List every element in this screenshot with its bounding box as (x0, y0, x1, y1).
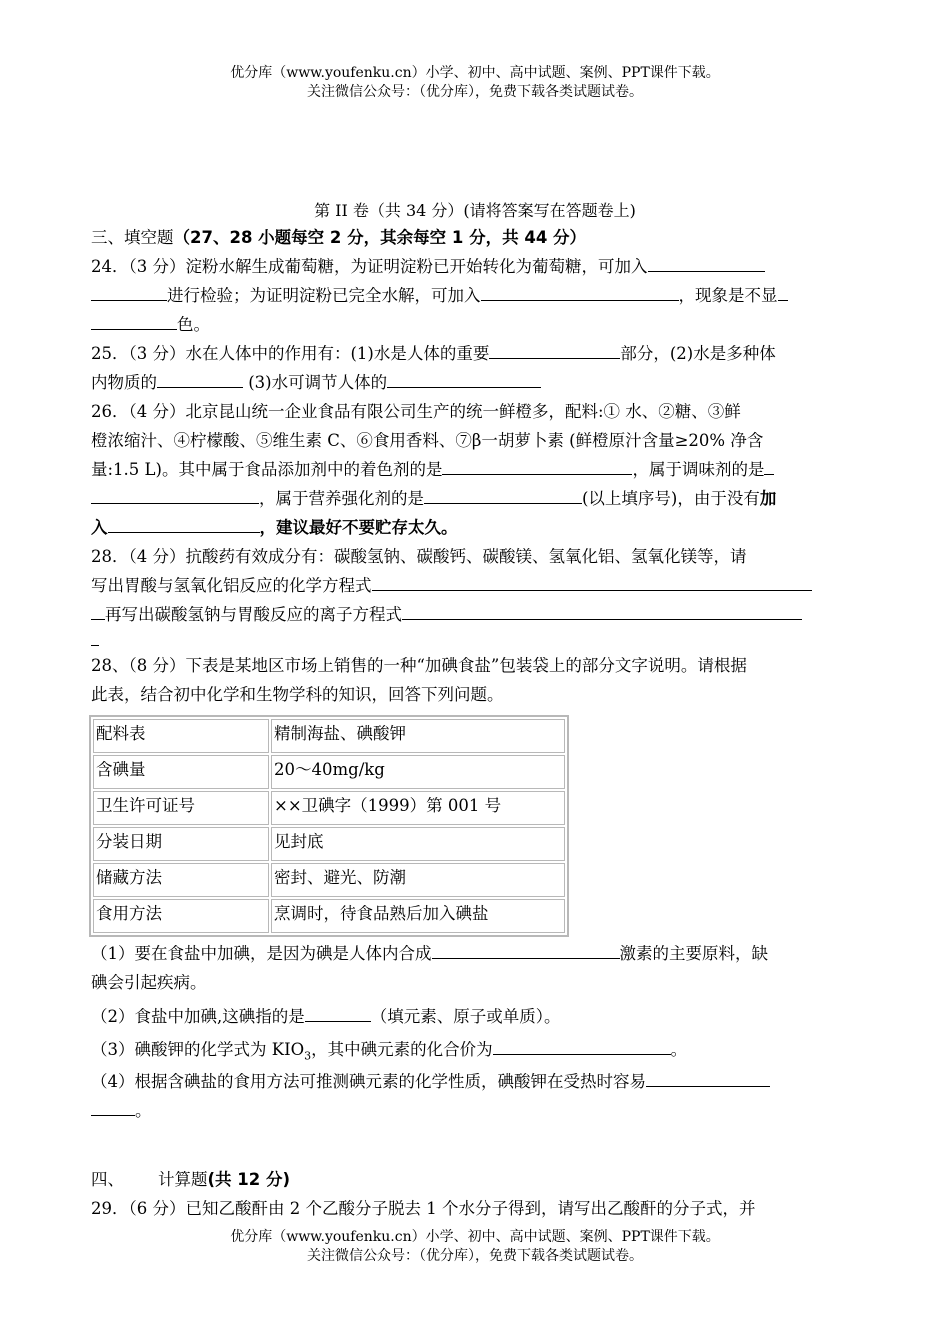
section4-title: 计算题 (158, 1170, 208, 1189)
q26-blank-3[interactable] (424, 485, 582, 504)
q26-text-4c: 加 (759, 489, 777, 508)
q24-blank-3-cont[interactable] (91, 311, 177, 330)
q28b-blank-4-cont[interactable] (91, 1097, 135, 1116)
table-row (93, 827, 565, 861)
q28b-sub3-text-b: ，其中碘元素的化合价为 (311, 1040, 493, 1059)
q26-text-3a: 量:1.5 L)。其中属于食品添加剂中的着色剂的是 (91, 460, 443, 479)
section4-heading (91, 1166, 861, 1194)
q25-text-1b: 部分，(2)水是多种体 (620, 344, 776, 363)
table-value: 密封、避光、防潮 (271, 863, 565, 897)
q28a-text-2: 写出胃酸与氢氧化铝反应的化学方程式 (91, 576, 372, 595)
q28b-sub4-text-b: 。 (135, 1101, 152, 1120)
q26-line-5 (91, 514, 861, 542)
q24-line-1 (91, 253, 861, 281)
q28b-blank-2[interactable] (305, 1003, 371, 1022)
table-row (93, 791, 565, 825)
q24-blank-1[interactable] (648, 253, 765, 272)
q24-text-3: 色。 (177, 315, 210, 334)
q28b-sub1-text-b: 激素的主要原料，缺 (619, 944, 768, 963)
q28b-line-2: 此表，结合初中化学和生物学科的知识，回答下列问题。 (91, 685, 504, 704)
footer-line-2: 关注微信公众号：（优分库），免费下载各类试题试卷。 (307, 1248, 643, 1264)
table-row (93, 755, 565, 789)
q25-text-2a: 内物质的 (91, 373, 157, 392)
q24-blank-1-cont[interactable] (91, 282, 167, 301)
q28b-sub2 (91, 1003, 861, 1031)
q24-blank-3[interactable] (778, 282, 788, 301)
q28b-sub3-text-a: （3）碘酸钾的化学式为 KIO (91, 1040, 305, 1059)
section3-note: （27、28 小题每空 2 分，其余每空 1 分，共 44 分） (173, 228, 587, 247)
page-header (0, 64, 950, 102)
q28b-sub3-text-c: 。 (670, 1040, 688, 1059)
q26-text-4a: ，属于营养强化剂的是 (259, 489, 424, 508)
q28b-sub2-text-b: （填元素、原子或单质）。 (370, 1007, 561, 1026)
q28a-blank-2-cont[interactable] (91, 627, 99, 646)
q26-text-5b: ，建议最好不要贮存太久。 (259, 518, 458, 537)
salt-info-table (89, 715, 569, 937)
q28b-sub3 (91, 1036, 861, 1070)
q28a-blank-1[interactable] (372, 572, 812, 591)
table-value: 见封底 (271, 827, 565, 861)
q28b-sub4-text-a: （4）根据含碘盐的食用方法可推测碘元素的化学性质，碘酸钾在受热时容易 (91, 1072, 646, 1091)
q26-blank-2[interactable] (764, 456, 774, 475)
q28a-text-3: 再写出碳酸氢钠与胃酸反应的离子方程式 (105, 605, 402, 624)
header-line-2: 关注微信公众号：（优分库），免费下载各类试题试卷。 (307, 84, 643, 100)
q24-line-3 (91, 311, 861, 339)
q24-text-1: 24．（3 分）淀粉水解生成葡萄糖，为证明淀粉已开始转化为葡萄糖，可加入 (91, 257, 648, 276)
q28b-sub4-line-1 (91, 1068, 861, 1096)
table-value: ××卫碘字（1999）第 001 号 (271, 791, 565, 825)
table-value: 20～40mg/kg (271, 755, 565, 789)
q26-line-4 (91, 485, 861, 513)
q28b-sub2-text-a: （2）食盐中加碘,这碘指的是 (91, 1007, 305, 1026)
table-key: 食用方法 (93, 899, 269, 933)
q25-line-1 (91, 340, 861, 368)
q25-line-2 (91, 369, 861, 397)
q26-blank-1[interactable] (442, 456, 632, 475)
table-value: 精制海盐、碘酸钾 (271, 719, 565, 753)
q28b-blank-1[interactable] (432, 940, 620, 959)
q28b-sub1-line-2: 碘会引起疾病。 (91, 973, 207, 992)
section4-note: (共 12 分) (207, 1170, 291, 1189)
q25-blank-1[interactable] (489, 340, 620, 359)
q28a-line-3 (91, 601, 861, 629)
table-key: 分装日期 (93, 827, 269, 861)
q28b-sub1-line-1 (91, 940, 861, 968)
q28b-sub3-subscript: 3 (304, 1049, 312, 1063)
q26-blank-4[interactable] (108, 514, 260, 533)
table-row (93, 863, 565, 897)
q28a-line-2 (91, 572, 861, 600)
section3-heading (91, 224, 861, 252)
section3-title: 三、填空题 (91, 228, 174, 247)
q25-text-1a: 25．（3 分）水在人体中的作用有：(1)水是人体的重要 (91, 344, 490, 363)
table-key: 含碘量 (93, 755, 269, 789)
page-footer (0, 1228, 950, 1266)
q26-line-1: 26．（4 分）北京昆山统一企业食品有限公司生产的统一鲜橙多，配料:① 水、②糖、③鲜 (91, 402, 741, 421)
q28a-line-4 (91, 627, 861, 655)
q26-blank-2-cont[interactable] (91, 485, 259, 504)
q28b-line-1: 28、（8 分）下表是某地区市场上销售的一种“加碘食盐”包装袋上的部分文字说明。请根据 (91, 656, 747, 675)
q28a-blank-2[interactable] (402, 601, 802, 620)
q28b-sub4-line-2 (91, 1097, 861, 1125)
q26-text-5a: 入 (91, 518, 108, 537)
q24-line-2 (91, 282, 861, 310)
section4-number: 四、 (91, 1170, 124, 1189)
table-row (93, 899, 565, 933)
table-key: 储藏方法 (93, 863, 269, 897)
q26-line-2: 橙浓缩汁、④柠檬酸、⑤维生素 C、⑥食用香料、⑦β一胡萝卜素 (鲜橙原汁含量≥20% 净含 (91, 431, 764, 450)
header-line-1: 优分库（www.youfenku.cn）小学、初中、高中试题、案例、PPT课件下载。 (230, 65, 720, 81)
part2-title: 第 II 卷（共 34 分）(请将答案写在答题卷上) (314, 201, 636, 220)
q29-line-1: 29．（6 分）已知乙酸酐由 2 个乙酸分子脱去 1 个水分子得到，请写出乙酸酐的分子式，并 (91, 1199, 756, 1218)
table-row (93, 719, 565, 753)
q28a-line-1: 28．（4 分）抗酸药有效成分有：碳酸氢钠、碳酸钙、碳酸镁、氢氧化铝、氢氧化镁等，请 (91, 547, 747, 566)
q24-blank-2[interactable] (481, 282, 679, 301)
q28b-blank-3[interactable] (493, 1036, 671, 1055)
q24-text-2b: ，现象是不显 (678, 286, 778, 305)
footer-line-1: 优分库（www.youfenku.cn）小学、初中、高中试题、案例、PPT课件下载。 (230, 1229, 720, 1245)
table-key: 配料表 (93, 719, 269, 753)
q26-text-4b: (以上填序号)，由于没有 (582, 489, 760, 508)
q28b-blank-4[interactable] (646, 1068, 770, 1087)
q24-text-2a: 进行检验；为证明淀粉已完全水解，可加入 (167, 286, 481, 305)
q26-text-3b: ，属于调味剂的是 (632, 460, 765, 479)
q28a-blank-1-cont[interactable] (91, 601, 105, 620)
q25-text-2b: (3)水可调节人体的 (243, 373, 388, 392)
table-key: 卫生许可证号 (93, 791, 269, 825)
table-value: 烹调时，待食品熟后加入碘盐 (271, 899, 565, 933)
q26-line-3 (91, 456, 861, 484)
q25-blank-2[interactable] (157, 369, 243, 388)
q28b-sub1-text-a: （1）要在食盐中加碘，是因为碘是人体内合成 (91, 944, 432, 963)
q25-blank-3[interactable] (387, 369, 541, 388)
